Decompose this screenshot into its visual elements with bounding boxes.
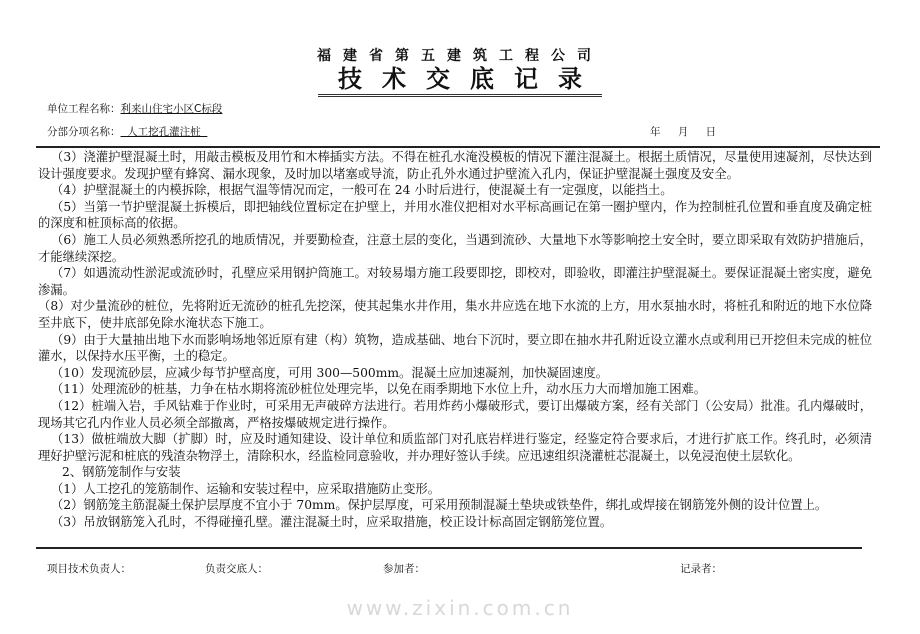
paragraph: （13）做桩端放大脚（扩脚）时，应及时通知建设、设计单位和质监部门对孔底岩样进行鉴定，经鉴定符合要求后，才进行扩底工作。终孔时，必须清理好护壁污泥和桩底的残渣杂物浮土，清除积水，经监检同意验收，并办理好签认手续。应迅速组织浇灌桩芯混凝土，以免浸泡使土层软化。 <box>38 432 872 463</box>
date-field: 年 月 日 <box>650 126 717 138</box>
sub-item-label: 分部分项名称： <box>47 126 121 138</box>
paragraph: （10）发现流砂层，应减少每节护壁高度，可用 300—500mm。混凝土应加速凝剂，加快凝固速度。 <box>51 365 609 380</box>
bottom-divider <box>36 547 862 549</box>
unit-project-value: 利来山住宅小区C标段 <box>120 103 223 115</box>
paragraph: （1）人工挖孔的笼筋制作、运输和安装过程中，应采取措施防止变形。 <box>51 481 441 496</box>
content-body <box>38 149 872 531</box>
briefer-label: 负责交底人： <box>205 563 268 575</box>
sub-item-value: 人工挖孔灌注桩 <box>120 126 208 138</box>
paragraph: （8）对少量流砂的桩位，先将附近无流砂的桩孔先挖深，使其起集水井作用，集水井应选在地下水流的上方，用水泵抽水时，将桩孔和附近的地下水位降至井底下，使井底部免除水淹状态下施工。 <box>38 299 872 330</box>
paragraph: （11）处理流砂的桩基，力争在枯水期将流砂桩位处理完毕，以免在雨季期地下水位上升，动水压力大而增加施工困难。 <box>51 382 707 397</box>
watermark: www.zixin.com.cn <box>346 596 574 620</box>
unit-project-label: 单位工程名称： <box>47 103 121 115</box>
company-name: 福建省第五建筑工程公司 <box>317 48 603 64</box>
paragraph: （3）浇灌护壁混凝土时，用敲击模板及用竹和木棒插实方法。不得在桩孔水淹没模板的情况下灌注混凝土。根据土质情况，尽量使用速凝剂，尽快达到设计强度要求。发现护壁有蜂窝、漏水现象，及时加以堵塞或导流，防止孔外水通过护壁流入孔内，保证护壁混凝土强度及安全。 <box>38 150 872 181</box>
paragraph: （7）如遇流动性淤泥或流砂时，孔壁应采用钢护筒施工。对较易塌方施工段要即挖，即校对，即验收，即灌注护壁混凝土。要保证混凝土密实度，避免渗漏。 <box>38 266 872 297</box>
document-title-wrap <box>0 64 920 97</box>
paragraph: （9）由于大量抽出地下水而影响场地邻近原有建（构）筑物，造成基础、地台下沉时，要立即在抽水井孔附近设立灌水点或利用已开挖但未完成的桩位灌水，以保持水压平衡，土的稳定。 <box>38 332 872 364</box>
paragraph: （5）当第一节护壁混凝土拆模后，即把轴线位置标定在护壁上，并用水准仪把相对水平标高画记在第一圈护壁内，作为控制桩孔位置和垂直度及确定桩的深度和桩顶标高的依据。 <box>38 199 872 231</box>
unit-project-field <box>47 101 222 116</box>
sub-item-field <box>47 124 207 139</box>
paragraph: （12）桩端入岩，手风钻难于作业时，可采用无声破碎方法进行。若用炸药小爆破形式，要订出爆破方案，经有关部门（公安局）批准。孔内爆破时，现场其它孔内作业人员必须全部撤离，严格按爆破规定进行操作。 <box>38 398 872 430</box>
section-heading: 2、钢筋笼制作与安装 <box>62 465 181 480</box>
paragraph: （6）施工人员必须熟悉所挖孔的地质情况，并要勤检查，注意土层的变化，当遇到流砂、大量地下水等影响挖土安全时，要立即采取有效防护措施后，才能继续深挖。 <box>38 232 872 264</box>
paragraph: （4）护壁混凝土的内模拆除，根据气温等情况而定，一般可在 24 小时后进行，使混凝土有一定强度，以能挡土。 <box>51 183 673 198</box>
signature-row <box>47 561 847 575</box>
paragraph: （2）钢筋笼主筋混凝土保护层厚度不宜小于 70mm。保护层厚度，可采用预制混凝土垫块或铁垫件，绑扎或焊接在钢筋笼外侧的设计位置上。 <box>51 498 828 513</box>
participants-label: 参加者： <box>383 563 425 575</box>
document-title: 技术交底记录 <box>318 64 602 97</box>
top-divider <box>36 146 880 148</box>
tech-lead-label: 项目技术负责人： <box>47 563 131 575</box>
recorder-label: 记录者： <box>680 563 722 575</box>
paragraph: （3）吊放钢筋笼入孔时，不得碰撞孔壁。灌注混凝土时，应采取措施，校正设计标高固定钢筋笼位置。 <box>51 515 613 530</box>
